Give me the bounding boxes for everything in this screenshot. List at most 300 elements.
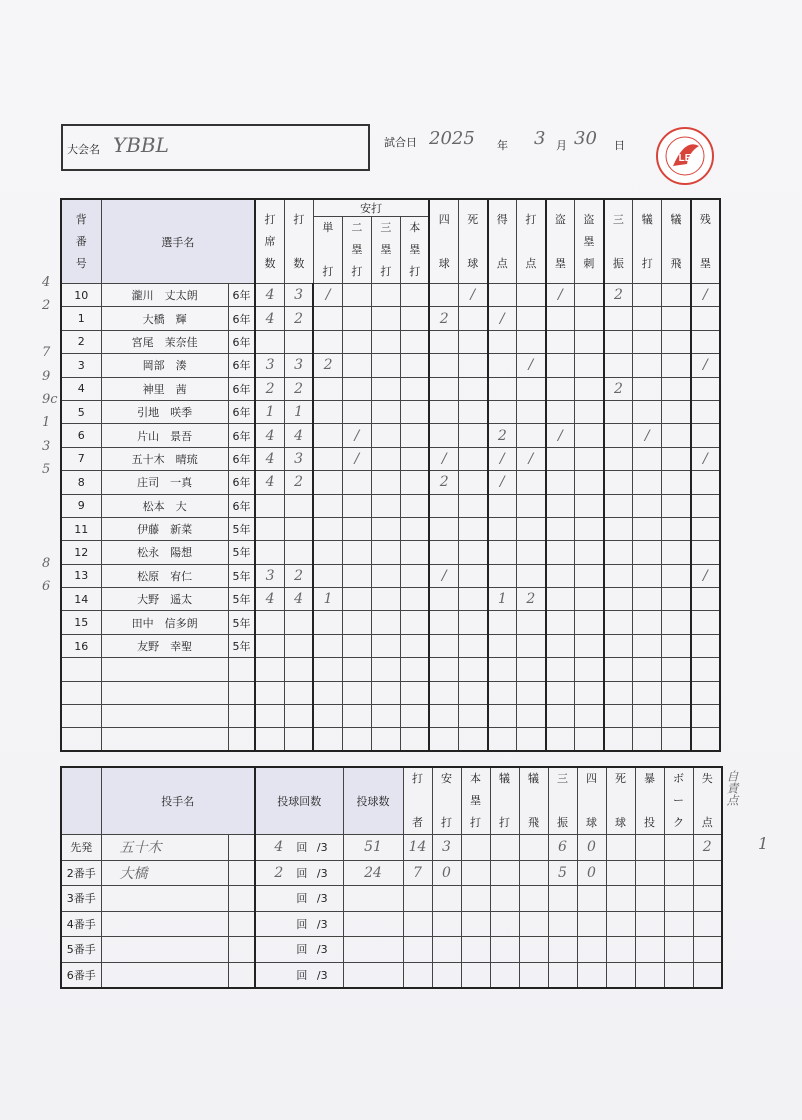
stat-cell	[662, 634, 691, 657]
stat-cell	[313, 705, 342, 728]
stat-cell	[371, 447, 400, 470]
third-unit: /3	[316, 866, 328, 880]
innings-cell	[255, 911, 343, 937]
stat-cell	[342, 564, 371, 587]
batting-row	[61, 330, 720, 353]
player-number: 8	[61, 471, 101, 494]
col-p-hits: 安 打	[432, 767, 461, 835]
pitching-stat-cell	[461, 937, 490, 963]
stat-cell	[633, 658, 662, 681]
stat-cell	[633, 354, 662, 377]
stat-cell	[488, 611, 517, 634]
player-name: 松永 陽想	[101, 541, 228, 564]
third-unit: /3	[316, 917, 328, 931]
player-number: 4	[61, 377, 101, 400]
stat-cell	[488, 377, 517, 400]
stat-cell	[458, 400, 487, 423]
stat-cell	[488, 330, 517, 353]
batting-row	[61, 564, 720, 587]
col-pa: 打 席 数	[255, 199, 284, 284]
pitching-stat-cell	[664, 860, 693, 886]
stat-cell: /	[546, 424, 575, 447]
pitching-stat-cell	[635, 860, 664, 886]
pitching-stat-cell: 0	[432, 860, 461, 886]
col-role	[61, 767, 101, 835]
stat-cell	[691, 424, 720, 447]
stat-cell	[517, 330, 546, 353]
pitching-stat-cell	[548, 937, 577, 963]
stat-cell	[400, 517, 429, 540]
pitch-count	[343, 962, 403, 988]
stat-cell	[371, 517, 400, 540]
batting-row	[61, 611, 720, 634]
stat-cell: /	[488, 447, 517, 470]
player-number: 3	[61, 354, 101, 377]
stat-cell	[517, 705, 546, 728]
stat-cell	[546, 728, 575, 751]
stat-cell	[691, 377, 720, 400]
stat-cell	[488, 681, 517, 704]
pitching-stat-cell	[432, 911, 461, 937]
stat-cell	[284, 517, 313, 540]
batting-rows	[61, 284, 720, 752]
stat-cell	[400, 400, 429, 423]
stat-cell	[604, 307, 633, 330]
stat-cell: 4	[255, 424, 284, 447]
inning-unit: 回	[296, 943, 308, 957]
stat-cell	[429, 634, 458, 657]
stat-cell	[342, 307, 371, 330]
stat-cell: 4	[255, 471, 284, 494]
stat-cell	[313, 658, 342, 681]
stat-cell: 3	[255, 354, 284, 377]
stat-cell	[575, 517, 604, 540]
stat-cell	[546, 471, 575, 494]
stat-cell	[429, 354, 458, 377]
stat-cell	[284, 634, 313, 657]
stat-cell	[633, 330, 662, 353]
pitching-stat-cell	[635, 835, 664, 861]
pitching-row	[61, 937, 722, 963]
stat-cell	[429, 588, 458, 611]
stat-cell	[458, 517, 487, 540]
player-name: 瀧川 丈太朗	[101, 284, 228, 307]
stat-cell	[575, 728, 604, 751]
stat-cell	[458, 307, 487, 330]
stat-cell	[604, 705, 633, 728]
stat-cell	[546, 354, 575, 377]
player-name: 庄司 一真	[101, 471, 228, 494]
player-grade	[228, 728, 255, 751]
stat-cell	[633, 681, 662, 704]
stat-cell	[575, 658, 604, 681]
pitcher-blank	[228, 886, 255, 912]
stat-cell: 2	[284, 471, 313, 494]
stat-cell	[458, 611, 487, 634]
stat-cell	[546, 611, 575, 634]
stat-cell	[313, 400, 342, 423]
stat-cell	[400, 377, 429, 400]
stat-cell: 3	[255, 564, 284, 587]
stat-cell	[458, 377, 487, 400]
pitching-row	[61, 835, 722, 861]
col-cs: 盗 塁 刺	[575, 199, 604, 284]
player-name: 宮尾 茉奈佳	[101, 330, 228, 353]
stat-cell	[342, 377, 371, 400]
stat-cell: 2	[284, 564, 313, 587]
player-grade: 6年	[228, 307, 255, 330]
stat-cell: 3	[284, 447, 313, 470]
stat-cell	[342, 611, 371, 634]
stat-cell	[633, 728, 662, 751]
stat-cell	[662, 400, 691, 423]
pitching-stat-cell	[490, 886, 519, 912]
pitching-stat-cell	[635, 962, 664, 988]
position-mark: 9	[42, 368, 51, 384]
stat-cell	[633, 517, 662, 540]
stat-cell	[488, 705, 517, 728]
stat-cell: 2	[488, 424, 517, 447]
pitching-stat-cell	[490, 835, 519, 861]
pitching-stat-cell: 0	[577, 860, 606, 886]
stat-cell	[575, 354, 604, 377]
player-grade	[228, 705, 255, 728]
stat-cell	[342, 681, 371, 704]
stat-cell: /	[546, 284, 575, 307]
player-number: 13	[61, 564, 101, 587]
stat-cell	[429, 494, 458, 517]
tournament-name-box	[61, 124, 370, 171]
col-so: 三 振	[604, 199, 633, 284]
batting-row	[61, 354, 720, 377]
stat-cell: 1	[255, 400, 284, 423]
pitching-stat-cell	[548, 911, 577, 937]
position-mark: 8	[42, 555, 51, 571]
pitching-stat-cell	[461, 860, 490, 886]
player-name	[101, 681, 228, 704]
pitcher-blank	[228, 835, 255, 861]
stat-cell	[575, 377, 604, 400]
stat-cell	[546, 330, 575, 353]
stat-cell	[284, 494, 313, 517]
player-number: 10	[61, 284, 101, 307]
stat-cell	[400, 424, 429, 447]
date-year-unit: 年	[497, 139, 508, 152]
player-grade: 6年	[228, 471, 255, 494]
stat-cell	[691, 705, 720, 728]
stat-cell	[546, 377, 575, 400]
pitching-stat-cell: 7	[403, 860, 432, 886]
stat-cell	[575, 634, 604, 657]
stat-cell	[604, 564, 633, 587]
pitching-stat-cell	[606, 835, 635, 861]
stat-cell: 1	[488, 588, 517, 611]
stat-cell: /	[458, 284, 487, 307]
pitching-stat-cell	[490, 962, 519, 988]
stat-cell	[342, 517, 371, 540]
player-number: 7	[61, 447, 101, 470]
stat-cell	[662, 424, 691, 447]
stat-cell	[488, 658, 517, 681]
pitching-stat-cell	[664, 886, 693, 912]
stat-cell: /	[691, 447, 720, 470]
stat-cell	[400, 681, 429, 704]
date-day-unit: 日	[614, 139, 625, 152]
stat-cell	[575, 400, 604, 423]
stat-cell	[342, 330, 371, 353]
stat-cell	[575, 681, 604, 704]
pitching-stat-cell: 2	[693, 835, 722, 861]
stat-cell	[662, 541, 691, 564]
pitcher-name	[101, 911, 228, 937]
pitching-rows	[61, 835, 722, 988]
pitcher-blank	[228, 860, 255, 886]
stat-cell	[691, 494, 720, 517]
pitching-stat-cell	[461, 886, 490, 912]
player-grade: 6年	[228, 447, 255, 470]
stat-cell	[633, 634, 662, 657]
stat-cell	[313, 307, 342, 330]
col-p-hr: 本 塁 打	[461, 767, 490, 835]
stat-cell: 2	[429, 471, 458, 494]
stat-cell	[342, 494, 371, 517]
pitching-stat-cell	[548, 886, 577, 912]
pitching-stat-cell	[606, 937, 635, 963]
stat-cell	[255, 517, 284, 540]
player-name: 神里 茜	[101, 377, 228, 400]
stat-cell	[691, 611, 720, 634]
third-unit: /3	[316, 968, 328, 982]
stat-cell	[517, 471, 546, 494]
stat-cell	[604, 400, 633, 423]
stat-cell	[342, 705, 371, 728]
stat-cell: 1	[284, 400, 313, 423]
stat-cell	[255, 541, 284, 564]
pitching-row	[61, 886, 722, 912]
pitcher-role: 4番手	[61, 911, 101, 937]
stat-cell	[284, 658, 313, 681]
pitching-stat-cell	[635, 937, 664, 963]
pitching-stat-cell	[577, 911, 606, 937]
stat-cell	[400, 354, 429, 377]
stat-cell	[458, 447, 487, 470]
stat-cell	[400, 330, 429, 353]
stat-cell	[633, 705, 662, 728]
player-grade: 6年	[228, 284, 255, 307]
stat-cell	[662, 517, 691, 540]
innings-cell	[255, 937, 343, 963]
stat-cell	[313, 728, 342, 751]
player-name	[101, 658, 228, 681]
batting-row	[61, 681, 720, 704]
tournament-label: 大会名	[67, 143, 100, 156]
stat-cell	[662, 471, 691, 494]
stat-cell	[691, 307, 720, 330]
player-name: 田中 信多朗	[101, 611, 228, 634]
stat-cell	[488, 517, 517, 540]
stat-cell	[604, 330, 633, 353]
inning-unit: 回	[296, 866, 308, 880]
stat-cell	[371, 494, 400, 517]
stat-cell	[400, 634, 429, 657]
col-p-sac: 犠 打	[490, 767, 519, 835]
stat-cell	[575, 284, 604, 307]
stat-cell	[313, 377, 342, 400]
stat-cell	[633, 564, 662, 587]
stat-cell	[255, 494, 284, 517]
col-runs: 得 点	[488, 199, 517, 284]
stat-cell	[371, 400, 400, 423]
stat-cell	[662, 588, 691, 611]
pitching-stat-cell	[490, 911, 519, 937]
stat-cell	[662, 611, 691, 634]
pitching-stat-cell: 6	[548, 835, 577, 861]
stat-cell	[488, 494, 517, 517]
inning-unit: 回	[296, 841, 308, 855]
stat-cell	[371, 658, 400, 681]
stat-cell	[633, 447, 662, 470]
stat-cell	[400, 588, 429, 611]
col-p-so: 三 振	[548, 767, 577, 835]
stat-cell	[429, 400, 458, 423]
col-pitcher: 投手名	[101, 767, 255, 835]
player-grade: 6年	[228, 400, 255, 423]
stat-cell	[400, 611, 429, 634]
stat-cell	[458, 471, 487, 494]
pitching-row	[61, 962, 722, 988]
stat-cell	[546, 564, 575, 587]
col-p-balk: ボ ー ク	[664, 767, 693, 835]
stat-cell	[313, 611, 342, 634]
stat-cell	[604, 728, 633, 751]
stat-cell: 2	[429, 307, 458, 330]
batting-row	[61, 284, 720, 307]
stat-cell	[400, 705, 429, 728]
stat-cell	[342, 728, 371, 751]
stat-cell: /	[429, 447, 458, 470]
position-mark: 6	[42, 579, 51, 595]
team-logo	[655, 126, 715, 186]
pitching-stat-cell	[461, 835, 490, 861]
innings-value: 4	[274, 839, 284, 856]
pitching-stat-cell	[693, 860, 722, 886]
player-name: 友野 幸聖	[101, 634, 228, 657]
stat-cell	[429, 424, 458, 447]
stat-cell: /	[517, 447, 546, 470]
stat-cell: 2	[604, 377, 633, 400]
stat-cell	[400, 541, 429, 564]
player-name: 片山 景吾	[101, 424, 228, 447]
stat-cell	[691, 471, 720, 494]
stat-cell	[604, 634, 633, 657]
stat-cell: 4	[284, 424, 313, 447]
stat-cell	[284, 611, 313, 634]
stat-cell	[429, 611, 458, 634]
pitching-stat-cell: 0	[577, 835, 606, 861]
col-p-hbp: 死 球	[606, 767, 635, 835]
batting-row	[61, 424, 720, 447]
stat-cell	[371, 611, 400, 634]
stat-cell	[691, 588, 720, 611]
stat-cell: /	[429, 564, 458, 587]
stat-cell	[546, 494, 575, 517]
stat-cell	[691, 517, 720, 540]
stat-cell: /	[488, 471, 517, 494]
pitching-stat-cell	[606, 886, 635, 912]
pitcher-role: 6番手	[61, 962, 101, 988]
stat-cell	[458, 588, 487, 611]
stat-cell	[284, 705, 313, 728]
date-month-unit: 月	[556, 139, 567, 152]
col-sb: 盗 塁	[546, 199, 575, 284]
pitching-stat-cell	[432, 886, 461, 912]
stat-cell: 2	[313, 354, 342, 377]
stat-cell	[313, 517, 342, 540]
batting-row	[61, 447, 720, 470]
pitching-stat-cell	[461, 911, 490, 937]
stat-cell	[691, 541, 720, 564]
stat-cell	[662, 377, 691, 400]
stat-cell: /	[342, 447, 371, 470]
stat-cell	[458, 634, 487, 657]
stat-cell	[371, 424, 400, 447]
pitching-stat-cell	[664, 835, 693, 861]
stat-cell	[342, 588, 371, 611]
stat-cell	[517, 681, 546, 704]
pitcher-name: 大橋	[101, 860, 228, 886]
pitching-stat-cell	[693, 937, 722, 963]
stat-cell	[342, 658, 371, 681]
stat-cell: 2	[604, 284, 633, 307]
stat-cell	[604, 354, 633, 377]
player-number: 12	[61, 541, 101, 564]
player-number: 11	[61, 517, 101, 540]
player-grade: 5年	[228, 541, 255, 564]
pitcher-name	[101, 962, 228, 988]
stat-cell	[458, 728, 487, 751]
pitching-stat-cell	[606, 962, 635, 988]
stat-cell	[371, 588, 400, 611]
stat-cell	[371, 564, 400, 587]
stat-cell	[458, 564, 487, 587]
stat-cell	[429, 541, 458, 564]
position-mark: 4	[42, 275, 51, 290]
stat-cell	[255, 681, 284, 704]
stat-cell	[575, 424, 604, 447]
stat-cell	[604, 494, 633, 517]
stat-cell: 3	[284, 354, 313, 377]
pitching-stat-cell	[461, 962, 490, 988]
stat-cell: 2	[284, 307, 313, 330]
stat-cell	[575, 611, 604, 634]
stat-cell: /	[691, 564, 720, 587]
date-year: 2025	[429, 128, 475, 149]
game-date	[384, 128, 625, 152]
player-grade: 5年	[228, 634, 255, 657]
pitch-count	[343, 886, 403, 912]
stat-cell: 2	[517, 588, 546, 611]
stat-cell	[458, 541, 487, 564]
stat-cell	[604, 447, 633, 470]
pitching-stat-cell	[635, 886, 664, 912]
stat-cell	[662, 728, 691, 751]
col-sf: 犠 飛	[662, 199, 691, 284]
earned-runs-label: 自責点	[725, 770, 739, 806]
stat-cell	[371, 541, 400, 564]
stat-cell	[546, 634, 575, 657]
stat-cell	[284, 330, 313, 353]
pitching-stat-cell	[693, 911, 722, 937]
